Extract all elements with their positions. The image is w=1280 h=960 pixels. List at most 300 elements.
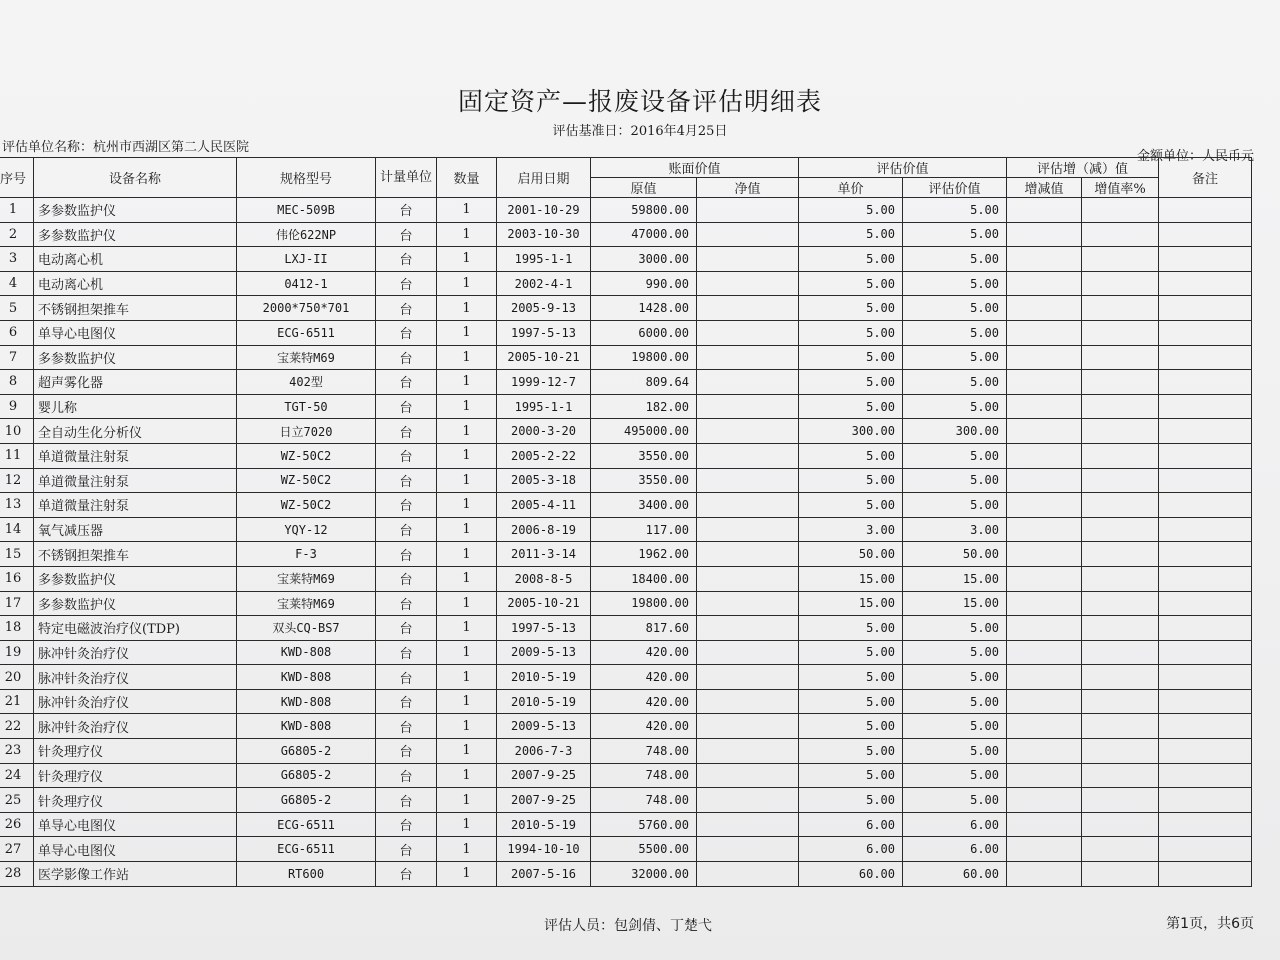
cell-unit: 台 xyxy=(376,788,437,813)
cell-unit: 台 xyxy=(376,837,437,862)
cell-eval-price: 5.00 xyxy=(903,394,1007,419)
cell-unit-price: 5.00 xyxy=(799,763,903,788)
cell-net xyxy=(697,394,799,419)
cell-original: 3000.00 xyxy=(591,247,697,272)
cell-change-rate xyxy=(1082,320,1159,345)
cell-remark xyxy=(1159,788,1252,813)
cell-unit: 台 xyxy=(376,566,437,591)
header-change-rate: 增值率% xyxy=(1082,178,1159,198)
table-row xyxy=(0,566,1252,591)
cell-seq: 27 xyxy=(0,837,34,862)
cell-change-amount xyxy=(1007,443,1082,468)
cell-eval-price: 15.00 xyxy=(903,591,1007,616)
cell-change-rate xyxy=(1082,616,1159,641)
cell-seq: 13 xyxy=(0,493,34,518)
table-row xyxy=(0,739,1252,764)
table-row xyxy=(0,788,1252,813)
cell-unit: 台 xyxy=(376,763,437,788)
cell-eval-price: 5.00 xyxy=(903,345,1007,370)
cell-model: G6805-2 xyxy=(237,788,376,813)
table-row xyxy=(0,616,1252,641)
cell-unit: 台 xyxy=(376,345,437,370)
cell-unit-price: 5.00 xyxy=(799,714,903,739)
cell-change-rate xyxy=(1082,443,1159,468)
table-row xyxy=(0,247,1252,272)
cell-unit-price: 5.00 xyxy=(799,271,903,296)
cell-remark xyxy=(1159,542,1252,567)
cell-eval-price: 6.00 xyxy=(903,812,1007,837)
cell-name: 不锈钢担架推车 xyxy=(34,296,237,321)
cell-change-amount xyxy=(1007,665,1082,690)
cell-model: 2000*750*701 xyxy=(237,296,376,321)
cell-original: 748.00 xyxy=(591,788,697,813)
header-original: 原值 xyxy=(591,178,697,198)
cell-date: 1997-5-13 xyxy=(497,320,591,345)
cell-unit: 台 xyxy=(376,468,437,493)
cell-date: 2010-5-19 xyxy=(497,812,591,837)
cell-qty: 1 xyxy=(437,616,497,641)
cell-remark xyxy=(1159,198,1252,223)
cell-name: 多参数监护仪 xyxy=(34,222,237,247)
cell-seq: 28 xyxy=(0,862,34,887)
cell-net xyxy=(697,591,799,616)
cell-change-amount xyxy=(1007,222,1082,247)
cell-change-amount xyxy=(1007,739,1082,764)
cell-unit-price: 5.00 xyxy=(799,296,903,321)
cell-date: 2009-5-13 xyxy=(497,714,591,739)
cell-remark xyxy=(1159,739,1252,764)
header-unit-price: 单价 xyxy=(799,178,903,198)
cell-date: 2007-5-16 xyxy=(497,862,591,887)
cell-change-amount xyxy=(1007,616,1082,641)
cell-remark xyxy=(1159,271,1252,296)
cell-eval-price: 5.00 xyxy=(903,739,1007,764)
cell-date: 2007-9-25 xyxy=(497,788,591,813)
cell-qty: 1 xyxy=(437,320,497,345)
cell-name: 脉冲针灸治疗仪 xyxy=(34,714,237,739)
cell-seq: 1 xyxy=(0,198,34,223)
cell-qty: 1 xyxy=(437,222,497,247)
cell-net xyxy=(697,689,799,714)
cell-unit: 台 xyxy=(376,443,437,468)
asset-table xyxy=(0,157,1252,887)
cell-net xyxy=(697,222,799,247)
cell-date: 2006-8-19 xyxy=(497,517,591,542)
cell-change-rate xyxy=(1082,837,1159,862)
cell-seq: 3 xyxy=(0,247,34,272)
cell-original: 47000.00 xyxy=(591,222,697,247)
cell-eval-price: 6.00 xyxy=(903,837,1007,862)
cell-date: 2010-5-19 xyxy=(497,689,591,714)
cell-model: WZ-50C2 xyxy=(237,468,376,493)
cell-eval-price: 5.00 xyxy=(903,493,1007,518)
cell-change-rate xyxy=(1082,370,1159,395)
cell-eval-price: 5.00 xyxy=(903,640,1007,665)
table-row xyxy=(0,271,1252,296)
cell-original: 5760.00 xyxy=(591,812,697,837)
table-row xyxy=(0,198,1252,223)
cell-change-amount xyxy=(1007,837,1082,862)
cell-original: 748.00 xyxy=(591,739,697,764)
cell-eval-price: 5.00 xyxy=(903,198,1007,223)
cell-unit: 台 xyxy=(376,739,437,764)
cell-change-amount xyxy=(1007,493,1082,518)
cell-unit: 台 xyxy=(376,271,437,296)
cell-change-rate xyxy=(1082,493,1159,518)
cell-change-amount xyxy=(1007,714,1082,739)
cell-date: 2005-4-11 xyxy=(497,493,591,518)
cell-remark xyxy=(1159,247,1252,272)
cell-eval-price: 50.00 xyxy=(903,542,1007,567)
cell-unit-price: 5.00 xyxy=(799,394,903,419)
cell-eval-price: 5.00 xyxy=(903,370,1007,395)
cell-remark xyxy=(1159,222,1252,247)
cell-change-rate xyxy=(1082,198,1159,223)
cell-unit-price: 5.00 xyxy=(799,443,903,468)
cell-date: 1997-5-13 xyxy=(497,616,591,641)
cell-eval-price: 5.00 xyxy=(903,320,1007,345)
cell-original: 990.00 xyxy=(591,271,697,296)
cell-original: 817.60 xyxy=(591,616,697,641)
cell-change-amount xyxy=(1007,689,1082,714)
cell-change-amount xyxy=(1007,370,1082,395)
cell-unit-price: 5.00 xyxy=(799,616,903,641)
currency-unit: 金额单位：人民币元 xyxy=(1136,149,1254,164)
cell-unit: 台 xyxy=(376,247,437,272)
cell-net xyxy=(697,345,799,370)
cell-net xyxy=(697,419,799,444)
cell-model: KWD-808 xyxy=(237,665,376,690)
cell-date: 2011-3-14 xyxy=(497,542,591,567)
cell-name: 多参数监护仪 xyxy=(34,198,237,223)
header-remark: 备注 xyxy=(1159,158,1252,198)
cell-net xyxy=(697,370,799,395)
header-name: 设备名称 xyxy=(34,158,237,198)
cell-original: 32000.00 xyxy=(591,862,697,887)
cell-unit: 台 xyxy=(376,320,437,345)
cell-seq: 10 xyxy=(0,419,34,444)
cell-unit-price: 5.00 xyxy=(799,665,903,690)
cell-unit-price: 15.00 xyxy=(799,566,903,591)
cell-unit: 台 xyxy=(376,640,437,665)
table-row xyxy=(0,640,1252,665)
cell-date: 2005-2-22 xyxy=(497,443,591,468)
cell-remark xyxy=(1159,640,1252,665)
cell-remark xyxy=(1159,862,1252,887)
cell-original: 1962.00 xyxy=(591,542,697,567)
cell-change-amount xyxy=(1007,419,1082,444)
cell-original: 1428.00 xyxy=(591,296,697,321)
table-row xyxy=(0,468,1252,493)
cell-seq: 26 xyxy=(0,812,34,837)
cell-name: 婴儿称 xyxy=(34,394,237,419)
cell-seq: 20 xyxy=(0,665,34,690)
header-net: 净值 xyxy=(697,178,799,198)
cell-remark xyxy=(1159,665,1252,690)
cell-unit: 台 xyxy=(376,517,437,542)
table-row xyxy=(0,222,1252,247)
table-row xyxy=(0,394,1252,419)
cell-change-amount xyxy=(1007,517,1082,542)
header-change: 评估增（减）值 xyxy=(1007,158,1159,178)
cell-change-amount xyxy=(1007,542,1082,567)
cell-original: 748.00 xyxy=(591,763,697,788)
cell-unit-price: 5.00 xyxy=(799,198,903,223)
cell-remark xyxy=(1159,345,1252,370)
cell-unit-price: 5.00 xyxy=(799,689,903,714)
header-change-amount: 增减值 xyxy=(1007,178,1082,198)
table-row xyxy=(0,665,1252,690)
cell-name: 多参数监护仪 xyxy=(34,591,237,616)
cell-unit: 台 xyxy=(376,689,437,714)
cell-model: ECG-6511 xyxy=(237,837,376,862)
cell-unit-price: 6.00 xyxy=(799,837,903,862)
cell-model: 宝莱特M69 xyxy=(237,566,376,591)
cell-net xyxy=(697,468,799,493)
cell-unit-price: 5.00 xyxy=(799,222,903,247)
cell-qty: 1 xyxy=(437,296,497,321)
table-row xyxy=(0,296,1252,321)
cell-model: WZ-50C2 xyxy=(237,493,376,518)
cell-seq: 22 xyxy=(0,714,34,739)
cell-change-rate xyxy=(1082,296,1159,321)
cell-original: 182.00 xyxy=(591,394,697,419)
cell-original: 3400.00 xyxy=(591,493,697,518)
cell-change-rate xyxy=(1082,862,1159,887)
cell-change-amount xyxy=(1007,320,1082,345)
cell-net xyxy=(697,542,799,567)
cell-model: 0412-1 xyxy=(237,271,376,296)
cell-seq: 14 xyxy=(0,517,34,542)
cell-date: 2006-7-3 xyxy=(497,739,591,764)
cell-original: 59800.00 xyxy=(591,198,697,223)
header-qty: 数量 xyxy=(437,158,497,198)
cell-qty: 1 xyxy=(437,247,497,272)
cell-qty: 1 xyxy=(437,591,497,616)
cell-remark xyxy=(1159,616,1252,641)
cell-date: 2001-10-29 xyxy=(497,198,591,223)
cell-change-amount xyxy=(1007,345,1082,370)
cell-unit: 台 xyxy=(376,296,437,321)
cell-qty: 1 xyxy=(437,862,497,887)
cell-net xyxy=(697,739,799,764)
cell-net xyxy=(697,517,799,542)
header-model: 规格型号 xyxy=(237,158,376,198)
cell-eval-price: 5.00 xyxy=(903,689,1007,714)
cell-name: 脉冲针灸治疗仪 xyxy=(34,665,237,690)
cell-unit-price: 5.00 xyxy=(799,739,903,764)
table-row xyxy=(0,714,1252,739)
cell-eval-price: 5.00 xyxy=(903,296,1007,321)
cell-seq: 4 xyxy=(0,271,34,296)
cell-original: 19800.00 xyxy=(591,345,697,370)
cell-change-rate xyxy=(1082,271,1159,296)
table-row xyxy=(0,689,1252,714)
header-book-value: 账面价值 xyxy=(591,158,799,178)
cell-original: 5500.00 xyxy=(591,837,697,862)
cell-unit-price: 5.00 xyxy=(799,788,903,813)
cell-seq: 5 xyxy=(0,296,34,321)
cell-eval-price: 5.00 xyxy=(903,665,1007,690)
cell-qty: 1 xyxy=(437,689,497,714)
table-row xyxy=(0,837,1252,862)
cell-seq: 25 xyxy=(0,788,34,813)
cell-seq: 17 xyxy=(0,591,34,616)
cell-qty: 1 xyxy=(437,419,497,444)
cell-unit-price: 5.00 xyxy=(799,493,903,518)
cell-qty: 1 xyxy=(437,714,497,739)
table-body xyxy=(0,198,1252,887)
table-row xyxy=(0,345,1252,370)
cell-original: 19800.00 xyxy=(591,591,697,616)
cell-qty: 1 xyxy=(437,812,497,837)
cell-unit: 台 xyxy=(376,862,437,887)
cell-qty: 1 xyxy=(437,370,497,395)
cell-date: 2005-9-13 xyxy=(497,296,591,321)
cell-model: KWD-808 xyxy=(237,714,376,739)
cell-original: 3550.00 xyxy=(591,468,697,493)
table-row xyxy=(0,493,1252,518)
cell-change-rate xyxy=(1082,247,1159,272)
cell-remark xyxy=(1159,296,1252,321)
cell-date: 1994-10-10 xyxy=(497,837,591,862)
evaluators: 评估人员：包剑倩、丁楚弋 xyxy=(544,918,712,934)
cell-model: ECG-6511 xyxy=(237,320,376,345)
cell-unit-price: 5.00 xyxy=(799,468,903,493)
cell-net xyxy=(697,862,799,887)
cell-net xyxy=(697,812,799,837)
cell-name: 脉冲针灸治疗仪 xyxy=(34,689,237,714)
cell-qty: 1 xyxy=(437,198,497,223)
cell-qty: 1 xyxy=(437,394,497,419)
cell-net xyxy=(697,788,799,813)
cell-change-amount xyxy=(1007,763,1082,788)
cell-unit: 台 xyxy=(376,591,437,616)
table-row xyxy=(0,591,1252,616)
cell-seq: 12 xyxy=(0,468,34,493)
cell-name: 超声雾化器 xyxy=(34,370,237,395)
cell-remark xyxy=(1159,517,1252,542)
cell-qty: 1 xyxy=(437,517,497,542)
cell-name: 针灸理疗仪 xyxy=(34,788,237,813)
cell-change-rate xyxy=(1082,517,1159,542)
cell-model: 双头CQ-BS7 xyxy=(237,616,376,641)
cell-change-amount xyxy=(1007,862,1082,887)
table-row xyxy=(0,763,1252,788)
cell-seq: 19 xyxy=(0,640,34,665)
cell-eval-price: 5.00 xyxy=(903,616,1007,641)
cell-net xyxy=(697,296,799,321)
cell-qty: 1 xyxy=(437,763,497,788)
cell-change-rate xyxy=(1082,394,1159,419)
table-row xyxy=(0,862,1252,887)
cell-date: 2000-3-20 xyxy=(497,419,591,444)
cell-seq: 11 xyxy=(0,443,34,468)
cell-eval-price: 5.00 xyxy=(903,271,1007,296)
cell-unit: 台 xyxy=(376,370,437,395)
cell-model: WZ-50C2 xyxy=(237,443,376,468)
cell-date: 2005-10-21 xyxy=(497,591,591,616)
cell-model: TGT-50 xyxy=(237,394,376,419)
cell-seq: 24 xyxy=(0,763,34,788)
cell-remark xyxy=(1159,320,1252,345)
cell-eval-price: 5.00 xyxy=(903,714,1007,739)
table-row xyxy=(0,419,1252,444)
cell-model: 日立7020 xyxy=(237,419,376,444)
cell-net xyxy=(697,616,799,641)
cell-qty: 1 xyxy=(437,788,497,813)
cell-unit: 台 xyxy=(376,542,437,567)
page-number: 第1页，共6页 xyxy=(1166,916,1254,932)
cell-unit: 台 xyxy=(376,394,437,419)
table-header xyxy=(0,158,1252,198)
cell-name: 单道微量注射泵 xyxy=(34,443,237,468)
cell-date: 2007-9-25 xyxy=(497,763,591,788)
cell-date: 2010-5-19 xyxy=(497,665,591,690)
cell-remark xyxy=(1159,566,1252,591)
cell-model: 宝莱特M69 xyxy=(237,345,376,370)
cell-date: 2005-3-18 xyxy=(497,468,591,493)
cell-net xyxy=(697,566,799,591)
cell-model: RT600 xyxy=(237,862,376,887)
cell-seq: 6 xyxy=(0,320,34,345)
cell-model: 宝莱特M69 xyxy=(237,591,376,616)
cell-date: 1999-12-7 xyxy=(497,370,591,395)
header-eval-value: 评估价值 xyxy=(799,158,1007,178)
cell-change-amount xyxy=(1007,812,1082,837)
cell-change-rate xyxy=(1082,345,1159,370)
table-row xyxy=(0,320,1252,345)
cell-change-rate xyxy=(1082,763,1159,788)
cell-net xyxy=(697,271,799,296)
cell-unit-price: 5.00 xyxy=(799,640,903,665)
evaluated-unit-name: 评估单位名称：杭州市西湖区第二人民医院 xyxy=(2,140,250,155)
cell-unit: 台 xyxy=(376,222,437,247)
cell-change-amount xyxy=(1007,640,1082,665)
cell-model: G6805-2 xyxy=(237,739,376,764)
cell-name: 针灸理疗仪 xyxy=(34,763,237,788)
cell-name: 特定电磁波治疗仪(TDP) xyxy=(34,616,237,641)
cell-name: 单导心电图仪 xyxy=(34,837,237,862)
cell-qty: 1 xyxy=(437,443,497,468)
cell-unit-price: 60.00 xyxy=(799,862,903,887)
cell-unit: 台 xyxy=(376,812,437,837)
cell-change-amount xyxy=(1007,296,1082,321)
cell-eval-price: 5.00 xyxy=(903,247,1007,272)
cell-date: 2003-10-30 xyxy=(497,222,591,247)
cell-model: MEC-509B xyxy=(237,198,376,223)
cell-model: KWD-808 xyxy=(237,640,376,665)
cell-unit: 台 xyxy=(376,665,437,690)
header-unit: 计量单位 xyxy=(376,158,437,198)
cell-unit-price: 300.00 xyxy=(799,419,903,444)
cell-model: YQY-12 xyxy=(237,517,376,542)
cell-qty: 1 xyxy=(437,640,497,665)
table-row xyxy=(0,443,1252,468)
cell-name: 电动离心机 xyxy=(34,271,237,296)
cell-change-amount xyxy=(1007,468,1082,493)
cell-name: 电动离心机 xyxy=(34,247,237,272)
cell-eval-price: 5.00 xyxy=(903,222,1007,247)
cell-change-rate xyxy=(1082,739,1159,764)
cell-unit-price: 15.00 xyxy=(799,591,903,616)
table-row xyxy=(0,812,1252,837)
cell-change-rate xyxy=(1082,566,1159,591)
cell-seq: 23 xyxy=(0,739,34,764)
cell-original: 420.00 xyxy=(591,689,697,714)
cell-remark xyxy=(1159,812,1252,837)
cell-name: 针灸理疗仪 xyxy=(34,739,237,764)
